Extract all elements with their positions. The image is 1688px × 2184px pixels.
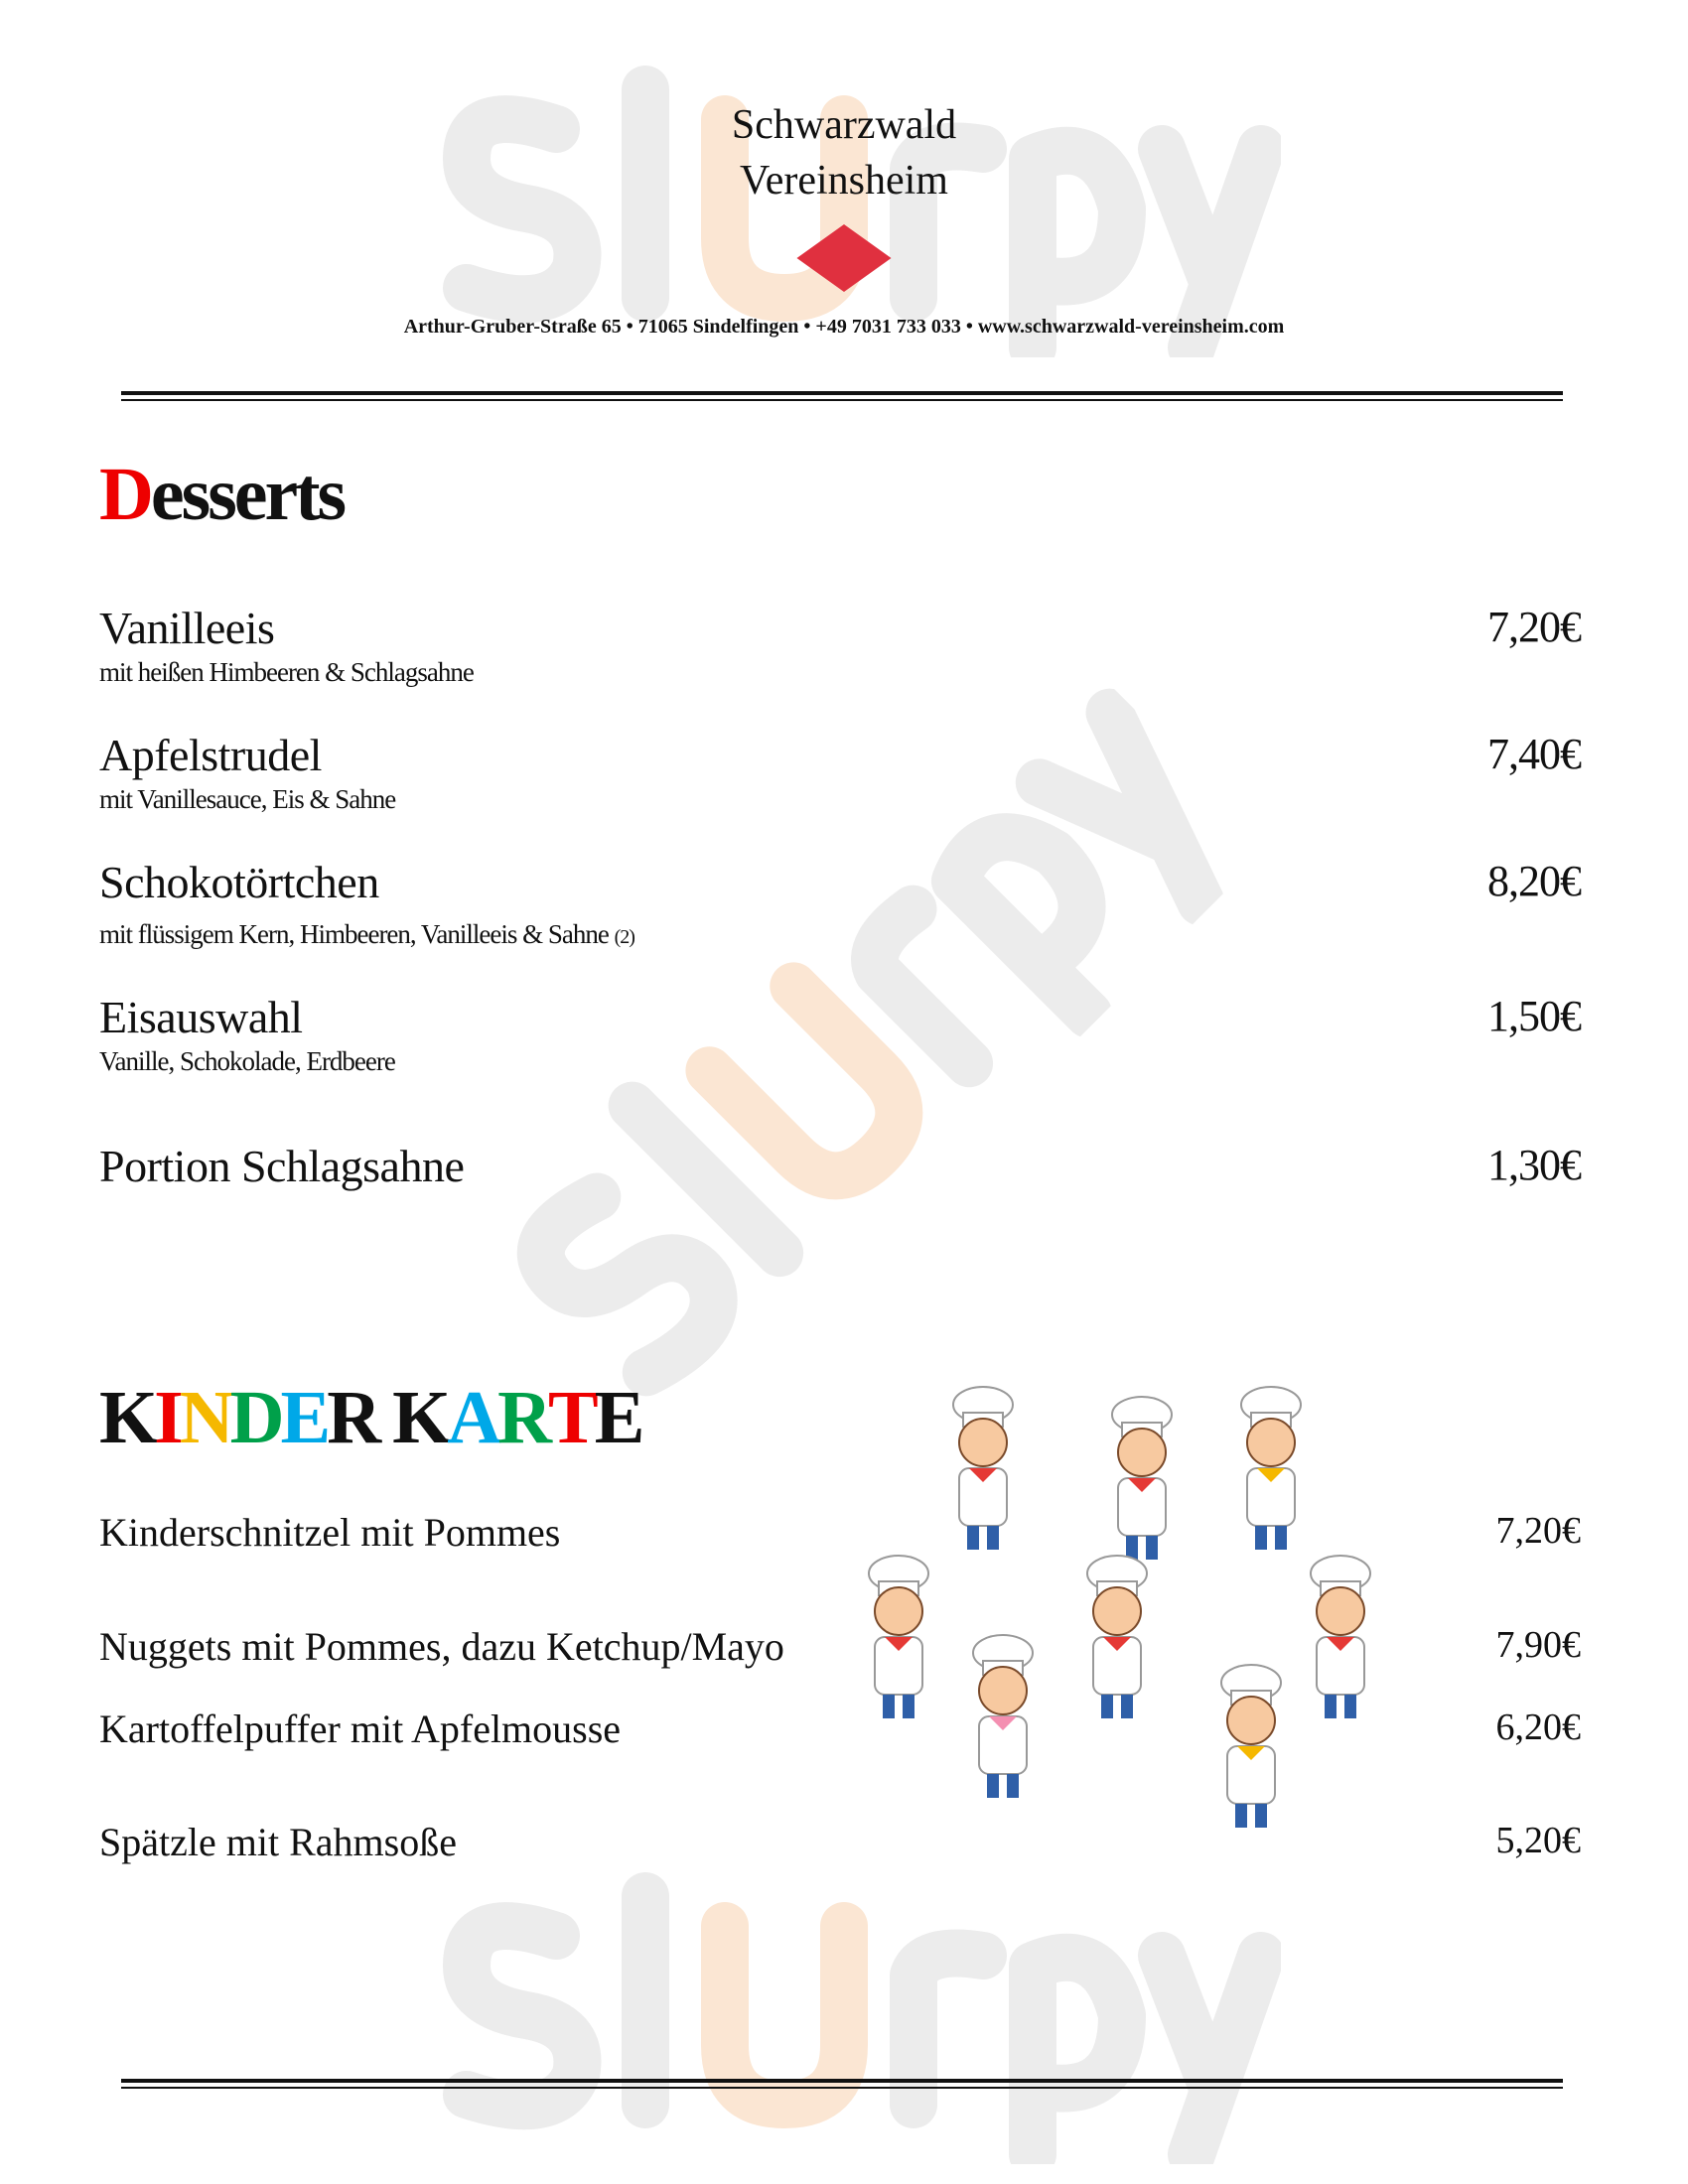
item-desc: mit Vanillesauce, Eis & Sahne [99, 784, 396, 814]
kids-item-price: 5,20€ [1495, 1820, 1581, 1861]
item-desc: Vanille, Schokolade, Erdbeere [99, 1046, 395, 1076]
chef-icon [1087, 1556, 1147, 1718]
contact-line: Arthur-Gruber-Straße 65 • 71065 Sindelfingen • +49 7031 733 033 • www.schwarzwald-vereinsheim.com [403, 316, 1285, 338]
kids-item-name: Spätzle mit Rahmsoße [99, 1820, 457, 1864]
restaurant-name [0, 97, 1688, 208]
item-desc: mit heißen Himbeeren & Schlagsahne [99, 657, 474, 687]
chef-icon [1112, 1397, 1172, 1560]
item-name: Schokotörtchen [99, 857, 379, 907]
kids-item-name: Kinderschnitzel mit Pommes [99, 1510, 561, 1555]
item-price: 8,20€ [1487, 857, 1581, 905]
watermark-stroke [1162, 1956, 1261, 2154]
kids-item-price: 6,20€ [1495, 1706, 1581, 1748]
divider [121, 2079, 1563, 2083]
heading-letter: N [179, 1376, 230, 1459]
item-name: Vanilleeis [99, 603, 275, 653]
watermark-stroke [725, 1926, 844, 2105]
watermark-logo [427, 1866, 1281, 2164]
item-price: 7,40€ [1487, 730, 1581, 778]
heading-initial: D [99, 453, 151, 536]
allergen-note: (2) [614, 926, 634, 948]
chef-icon [973, 1635, 1033, 1798]
watermark-stroke [709, 986, 919, 1196]
heading-letter [377, 1375, 392, 1461]
watermark-stroke [1033, 1958, 1122, 2154]
chef-icon [869, 1556, 928, 1718]
kids-menu-heading [99, 1375, 640, 1461]
heading-letter: R [327, 1376, 378, 1459]
heading-letter: E [594, 1376, 641, 1459]
chef-illustrations [844, 1355, 1400, 1871]
divider [121, 2087, 1563, 2089]
heading-letter: K [99, 1376, 155, 1459]
heading-letter: E [280, 1376, 328, 1459]
kids-item-name: Nuggets mit Pommes, dazu Ketchup/Mayo [99, 1624, 784, 1669]
chef-icon [1241, 1387, 1301, 1550]
item-price: 1,30€ [1487, 1141, 1581, 1189]
desc-text: mit flüssigem Kern, Himbeeren, Vanilleeis & Sahne [99, 919, 609, 949]
item-name: Portion Schlagsahne [99, 1141, 465, 1191]
item-desc [99, 919, 634, 950]
divider [121, 391, 1563, 395]
heading-letter: K [392, 1376, 448, 1459]
name-line-2: Vereinsheim [740, 158, 948, 204]
chef-icon [1311, 1556, 1370, 1718]
divider [121, 399, 1563, 401]
heading-letter: R [497, 1376, 548, 1459]
kids-item-name: Kartoffelpuffer mit Apfelmousse [99, 1706, 622, 1751]
kids-item-price: 7,90€ [1495, 1624, 1581, 1666]
item-name: Eisauswahl [99, 992, 303, 1042]
chef-icon [1221, 1665, 1281, 1828]
heading-letter: A [447, 1376, 498, 1459]
item-price: 1,50€ [1487, 992, 1581, 1040]
chef-icon [953, 1387, 1013, 1550]
heading-rest: esserts [150, 453, 345, 536]
heading-letter: T [547, 1376, 595, 1459]
heading-letter: D [229, 1376, 281, 1459]
heading-letter: I [154, 1376, 180, 1459]
item-name: Apfelstrudel [99, 730, 322, 780]
kids-item-price: 7,20€ [1495, 1510, 1581, 1552]
desserts-heading [99, 452, 344, 538]
item-price: 7,20€ [1487, 603, 1581, 651]
name-line-1: Schwarzwald [731, 102, 957, 148]
watermark-logo [457, 635, 1271, 1449]
